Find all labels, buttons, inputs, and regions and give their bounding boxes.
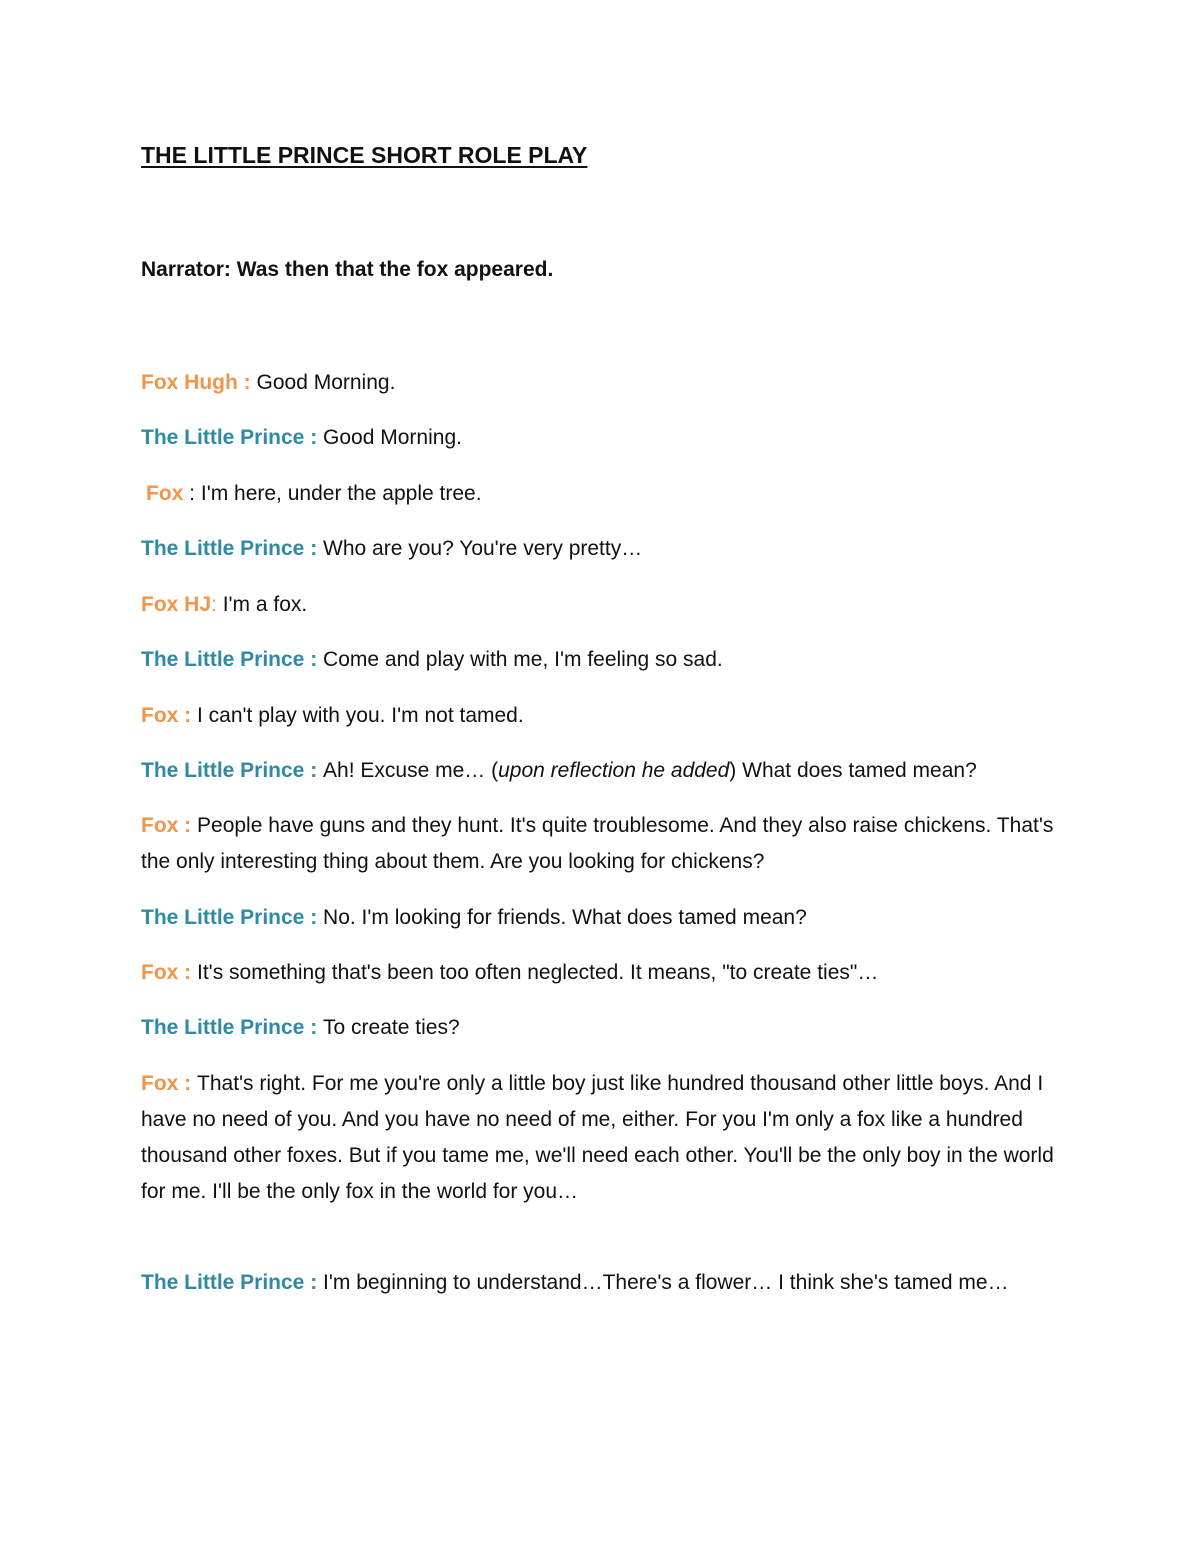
dialogue-text: I'm here, under the apple tree.	[200, 482, 482, 505]
speaker-separator: :	[237, 371, 257, 394]
dialogue-text: People have guns and they hunt. It's quite troublesome. And they also raise chickens. That's the only interesting thing about them. Are you looking for chickens?	[141, 814, 1054, 873]
speaker-fox: Fox	[141, 704, 179, 727]
speaker-prince: The Little Prince	[141, 1016, 305, 1039]
dialogue-line	[141, 531, 1081, 567]
dialogue-text: No. I'm looking for friends. What does tamed mean?	[323, 906, 807, 929]
dialogue-line	[141, 1265, 1081, 1301]
dialogue-line	[141, 420, 1081, 456]
dialogue-line	[141, 642, 1081, 678]
dialogue-line	[141, 808, 1081, 880]
dialogue-line	[141, 698, 1081, 734]
dialogue-text: ) What does tamed mean?	[729, 759, 977, 782]
speaker-separator: :	[304, 426, 324, 449]
dialogue-line	[141, 1066, 1081, 1210]
speaker-separator: :	[178, 961, 198, 984]
document-title: THE LITTLE PRINCE SHORT ROLE PLAY	[141, 142, 588, 168]
dialogue-line	[141, 753, 1081, 789]
speaker-fox: Fox HJ	[141, 593, 212, 616]
narrator-line: Narrator: Was then that the fox appeared.	[141, 258, 554, 281]
speaker-separator: :	[178, 1072, 198, 1095]
dialogue-text: It's something that's been too often neglected. It means, "to create ties"…	[197, 961, 879, 984]
dialogue-text: That's right. For me you're only a little boy just like hundred thousand other little boys. And I have no need of you. And you have no need of me, either. For you I'm only a fox like a hundred thousand other foxes. But if you tame me, we'll need each other. You'll be the only boy in the world for me. I'll be the only fox in the world for you…	[141, 1072, 1054, 1203]
speaker-separator: :	[304, 537, 324, 560]
speaker-separator: :	[183, 482, 201, 505]
speaker-separator: :	[304, 906, 324, 929]
dialogue-text: I'm beginning to understand…There's a flower… I think she's tamed me…	[323, 1271, 1009, 1294]
dialogue-text: Come and play with me, I'm feeling so sad.	[323, 648, 723, 671]
speaker-fox: Fox	[146, 482, 184, 505]
dialogue-text: Good Morning.	[256, 371, 396, 394]
dialogue-text: Who are you? You're very pretty…	[323, 537, 643, 560]
speaker-separator: :	[178, 704, 198, 727]
speaker-fox: Fox	[141, 961, 179, 984]
speaker-prince: The Little Prince	[141, 1271, 305, 1294]
stage-direction: upon reflection he added	[498, 759, 730, 782]
dialogue-text: Ah! Excuse me… (	[323, 759, 499, 782]
dialogue-text: I'm a fox.	[222, 593, 308, 616]
dialogue-text: Good Morning.	[323, 426, 462, 449]
speaker-separator: :	[304, 1016, 324, 1039]
speaker-separator: :	[211, 593, 223, 616]
dialogue-text: I can't play with you. I'm not tamed.	[197, 704, 524, 727]
speaker-prince: The Little Prince	[141, 906, 305, 929]
speaker-separator: :	[304, 1271, 324, 1294]
speaker-separator: :	[304, 759, 324, 782]
speaker-fox: Fox	[141, 1072, 179, 1095]
speaker-fox: Fox Hugh	[141, 371, 238, 394]
speaker-prince: The Little Prince	[141, 648, 305, 671]
speaker-separator: :	[304, 648, 324, 671]
dialogue-line	[141, 587, 1081, 623]
dialogue-line	[141, 900, 1081, 936]
dialogue-line	[141, 955, 1081, 991]
speaker-prince: The Little Prince	[141, 426, 305, 449]
dialogue-text: To create ties?	[323, 1016, 460, 1039]
dialogue-line	[141, 1010, 1081, 1046]
speaker-separator: :	[178, 814, 198, 837]
speaker-fox: Fox	[141, 814, 179, 837]
speaker-prince: The Little Prince	[141, 759, 305, 782]
dialogue-line	[146, 476, 1086, 512]
speaker-prince: The Little Prince	[141, 537, 305, 560]
dialogue-line	[141, 365, 1081, 401]
